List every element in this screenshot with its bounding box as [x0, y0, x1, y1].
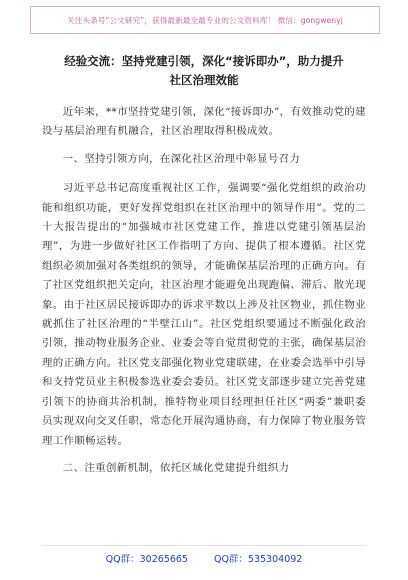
section-1-paragraph: 习近平总书记高度重视社区工作，强调要“强化党组织的政治功能和组织功能，更好发挥党组织在社区治理中的领导作用”。党的二十大报告提出的“加强城市社区党建工作，推进以党建引领基层治理”，为进一步做好社区工作指明了方向、提供了根本遵循。社区党组织必须加强对各类组织的领导，才能确保基层治理的正确方向。有了社区党组织把关定向，社区治理才能避免出现跑偏、滞后、散光现象。由于社区居民接诉即办的诉求平数以上涉及社区物业，抓住物业就抓住了社区治理的“半壁江山”。社区党组织要通过不断强化政治引领，推动物业服务企业、业委会等自觉贯彻党的主张，确保基层治理的正确方向。社区党支部强化物业党建联建，在业委会选举中引导和支持党员业主积极参选业委会委员。社区党支部逐步建立完善党建引领下的协商共治机制，推特物业项目经理担任社区“两委”兼职委员实现双向交叉任职，常态化开展沟通协商，有力保障了物业服务管理工作顺畅运转。	[42, 182, 366, 447]
document-title-line-2: 社区治理效能	[169, 73, 239, 87]
section-1-heading: 一、坚持引领方向，在深化社区治理中彰显号召力	[62, 152, 301, 165]
header-banner-text: 关注头条号“公文研究”，获得最新最全最专业的公文资料库！ 微信：gongwenyj	[67, 15, 343, 25]
document-body	[42, 52, 366, 488]
footer	[0, 548, 408, 568]
section-2-heading: 二、注重创新机制，依托区域化党建提升组织力	[62, 461, 290, 474]
footer-qq-group-2: QQ群：535304092	[213, 554, 303, 565]
header-banner	[30, 6, 380, 34]
document-title-line-1: 经验交流：坚持党建引领，深化“接诉即办”，助力提升	[64, 54, 344, 68]
footer-qq-group-1: QQ群：30265665	[105, 554, 188, 565]
intro-paragraph: 近年来，**市坚持党建引领，深化“接诉即办”，有效推动党的建设与基层治理有机融合，社区治理取得积极成效。	[42, 106, 366, 138]
footer-divider	[42, 545, 366, 546]
document-title	[42, 52, 366, 90]
